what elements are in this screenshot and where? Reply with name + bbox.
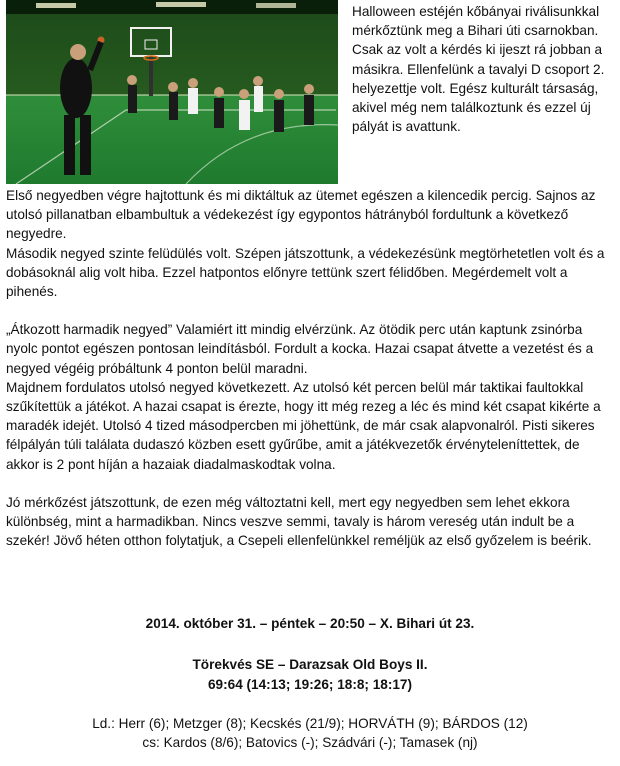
intro-text: Halloween estéjén kőbányai riválisunkkal mérkőztünk meg a Bihari úti csarnokban. Csak az volt a kérdés ki ijeszt rá jobban a másikra. Ellenfelünk a tavalyi D csoport 2. helyezettje volt. Egész kulturált társaság, akivel még nem találkoztunk és ezzel új pályát is avattunk. bbox=[352, 4, 605, 135]
match-date-line: 2014. október 31. – péntek – 20:50 – X. Bihari út 23. bbox=[145, 616, 475, 631]
paragraph: „Átkozott harmadik negyed” Valamiért itt mindig elvérzünk. Az ötödik perc után kaptunk zsinórba nyolc pontot egészen pontosan leindításból. Fordult a kocka. Hazai csapat átvette a vezetést és a negyed végéig próbáltunk 4 ponton belül maradni. bbox=[6, 322, 594, 376]
paragraph: Első negyedben végre hajtottunk és mi diktáltuk az ütemet egészen a kilencedik percig. Sajnos az utolsó pillanatban elbambultuk a védekezést így egypontos hátrányból fordultunk a következő negyedre. bbox=[6, 188, 596, 242]
bench-line: cs: Kardos (8/6); Batovics (-); Szádvári (-); Tamasek (nj) bbox=[142, 735, 478, 750]
paragraph: Második negyed szinte felüdülés volt. Szépen játszottunk, a védekezésünk megtörhetetlen volt és a dobásoknál alig volt hiba. Ezzel hatpontos előnyre tettünk szert félidőben. Megérdemelt volt a pihenés. bbox=[6, 245, 605, 300]
match-score-line: 69:64 (14:13; 19:26; 18:8; 18:17) bbox=[207, 677, 413, 692]
paragraph: Jó mérkőzést játszottunk, de ezen még változtatni kell, mert egy negyedben sem lehet ekkora különbség, mint a harmadikban. Nincs veszve semmi, tavaly is három vereség után indult be a szekér! Jövő héten otthon folytatjuk, a Csepeli ellenfelünkkel reméljük az első győzelem is beérik. bbox=[6, 494, 592, 549]
article-body bbox=[6, 186, 614, 550]
basketball-game-photo bbox=[6, 0, 338, 184]
paragraph: Majdnem fordulatos utolsó negyed következett. Az utolsó két percen belül már taktikai faultokkal szűkítettük a játékot. A hazai csapat is érezte, hogy itt még rezeg a léc és mind két csapat kikérte a maradék idejét. Utolsó 4 tized másodpercben mi jöhettünk, de már csak alapvonalról. Pisti sikeres félpályán túli találata dudaszó közben esett gyűrűbe, amit a játékvezetők érvényteleníttettek, de akkor is 2 pont híján a hazaiak diadalmaskodtak volna. bbox=[6, 379, 601, 472]
match-teams-line: Törekvés SE – Darazsak Old Boys II. bbox=[192, 657, 428, 672]
basketball-game-photo-icon bbox=[6, 0, 338, 184]
scorers-line: Ld.: Herr (6); Metzger (8); Kecskés (21/9); HORVÁTH (9); BÁRDOS (12) bbox=[92, 716, 528, 731]
